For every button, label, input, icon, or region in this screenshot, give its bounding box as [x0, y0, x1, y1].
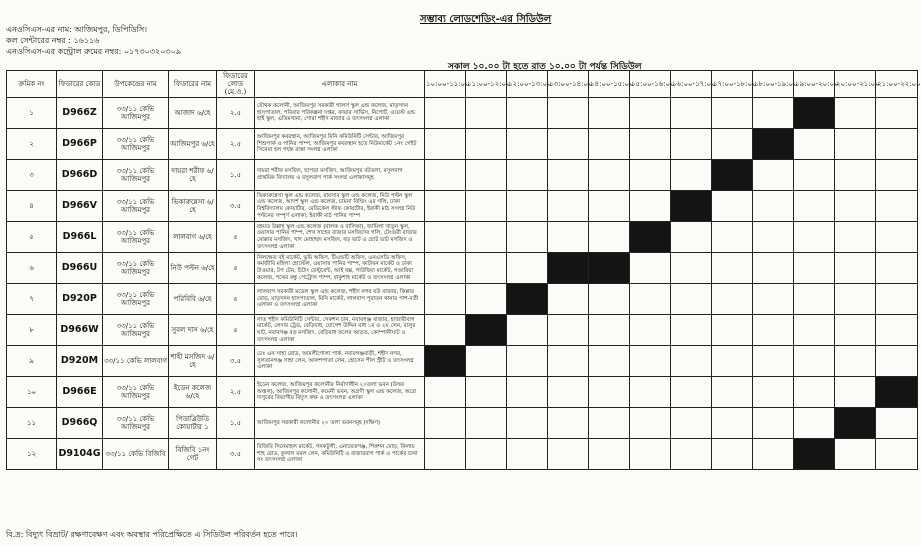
outage-slot-cell — [876, 377, 918, 408]
time-slot-cell — [507, 346, 548, 377]
time-slot-cell — [794, 160, 835, 191]
feeder-code-cell: D966U — [57, 253, 103, 284]
time-slot-cell — [630, 284, 671, 315]
time-slot-cell — [671, 315, 712, 346]
footnote: বি.দ্র: বিদ্যুৎ বিভ্রাট/ রক্ষণাবেক্ষণ এবং অবস্থার পরিপ্রেক্ষিতে এ সিডিউল পরিবর্তন হতে পারে। — [6, 530, 298, 539]
feeder-code-cell: D966Q — [57, 408, 103, 439]
time-slot-cell — [466, 408, 507, 439]
time-slot-cell — [425, 160, 466, 191]
col-time-slot: ১২:০০-১৩:০০ — [507, 71, 548, 98]
col-serial: ক্রমিক নং — [7, 71, 57, 98]
area-cell: আজিমপুর সরকারী কলোনীর ২০ তলা ভবনসমূহ (দক্ষিণ) — [255, 408, 425, 439]
time-slot-cell — [425, 284, 466, 315]
schedule-table — [6, 70, 921, 470]
header-info — [6, 24, 181, 57]
col-load: ফিডারের লোড (মে.ও.) — [217, 71, 255, 98]
time-slot-cell — [507, 377, 548, 408]
serial-cell: ৫ — [7, 222, 57, 253]
time-slot-cell — [507, 160, 548, 191]
col-time-slot: ২০:০০-২১:০০ — [835, 71, 876, 98]
time-slot-cell — [466, 222, 507, 253]
time-slot-cell — [835, 346, 876, 377]
time-slot-cell — [630, 377, 671, 408]
col-time-slot: ১৩:০০-১৪:০০ — [548, 71, 589, 98]
time-slot-cell — [835, 284, 876, 315]
time-slot-cell — [425, 253, 466, 284]
table-row — [7, 129, 918, 160]
time-slot-cell — [753, 315, 794, 346]
time-slot-cell — [507, 439, 548, 470]
time-slot-cell — [794, 253, 835, 284]
outage-slot-cell — [794, 98, 835, 129]
time-slot-cell — [589, 408, 630, 439]
time-slot-cell — [794, 377, 835, 408]
time-slot-cell — [425, 222, 466, 253]
table-row — [7, 160, 918, 191]
time-slot-cell — [794, 408, 835, 439]
load-cell: ২.৫ — [217, 377, 255, 408]
feeder-name-cell: শাহী মসজিদ ৬/হে — [169, 346, 217, 377]
substation-cell: ৩৩/১১ কেভি আজিমপুর — [103, 408, 169, 439]
time-slot-cell — [466, 377, 507, 408]
area-cell: ঢেঃ এন সাহা রোড, আমলীগোলা পার্ক, নবাবগঞ্জবাড়ী, শহীদ নগর, সুলতানগঞ্জ সাহা লেন, আলশপাতা লেন, হোসেন পীল স্ট্রীট ও তৎসংলগ্ন এলাকা — [255, 346, 425, 377]
feeder-name-cell: বিজিবি ১নং গেট — [169, 439, 217, 470]
schedule-rows — [7, 98, 918, 470]
serial-cell: ১১ — [7, 408, 57, 439]
time-slot-cell — [876, 253, 918, 284]
feeder-code-cell: D966P — [57, 129, 103, 160]
time-slot-cell — [671, 253, 712, 284]
feeder-code-cell: D920P — [57, 284, 103, 315]
load-cell: ১.৫ — [217, 160, 255, 191]
time-slot-cell — [712, 98, 753, 129]
col-time-slot: ১৫:০০-১৬:০০ — [630, 71, 671, 98]
time-slot-cell — [548, 439, 589, 470]
time-slot-cell — [466, 284, 507, 315]
time-slot-cell — [876, 284, 918, 315]
time-slot-cell — [507, 253, 548, 284]
col-time-slot: ১৮:০০-১৯:০০ — [753, 71, 794, 98]
outage-slot-cell — [712, 160, 753, 191]
substation-cell: ৩৩/১১ কেভি লালবাগ — [103, 346, 169, 377]
serial-cell: ১ — [7, 98, 57, 129]
time-slot-cell — [671, 98, 712, 129]
table-row — [7, 191, 918, 222]
substation-cell: ৩৩/১১ কেভি আজিমপুর — [103, 253, 169, 284]
substation-cell: ৩৩/১১ কেভি আজিমপুর — [103, 284, 169, 315]
time-slot-cell — [876, 439, 918, 470]
substation-cell: ৩৩/১১ কেভি আজিমপুর — [103, 222, 169, 253]
substation-cell: ৩৩/১১ কেভি আজিমপুর — [103, 129, 169, 160]
time-slot-cell — [507, 408, 548, 439]
col-time-slot: ২১:০০-২২:০০ — [876, 71, 918, 98]
time-slot-cell — [548, 408, 589, 439]
call-center-number: কল সেন্টারের নম্বর : ১৬১১৬ — [6, 36, 100, 45]
feeder-code-cell: D966L — [57, 222, 103, 253]
time-slot-cell — [425, 129, 466, 160]
load-cell: ৫ — [217, 315, 255, 346]
control-room-number: এনওসিএস-এর কন্ট্রোল রুমের নম্বর: ০১৭৩০৩২০৩০৯ — [6, 47, 182, 56]
outage-slot-cell — [835, 408, 876, 439]
time-slot-cell — [876, 129, 918, 160]
time-slot-cell — [425, 191, 466, 222]
area-cell: বিজিবি সিনেমাহল মার্কেট, গনকটুলী, এনায়েতগঞ্জ, শিকশন মোড়, কিলায় শাহ রোড, কুলাল মমল লেন, কমিউনিটি ও রাজারবাগ পার্ক ও পার্কের চানা সং তৎসংলগ্ন এলাকা — [255, 439, 425, 470]
time-slot-cell — [835, 439, 876, 470]
table-row — [7, 377, 918, 408]
feeder-code-cell: D966Z — [57, 98, 103, 129]
time-slot-cell — [466, 129, 507, 160]
time-slot-cell — [671, 408, 712, 439]
time-slot-cell — [794, 284, 835, 315]
area-cell: ভিকারুন্নেসা স্কুল এন্ড কলেজ, রায়সাব স্কুল এন্ড কলেজ, নিউ পল্টন স্কুল এন্ড কলেজ, আদর্শ স্কুল এন্ড কলেজ, চায়না বিল্ডিং এর গলি, ঢাকা বিশ্ববিদ্যালয় কোয়ার্টার, মেডিকেল স্টাফ কোয়ার্টার, ইরাকী মাঠ সংলগ্ন নিউ পল্টনের সম্পূর্ণ এলাকা, ইরাকী মাঠ পানির পাম্প — [255, 191, 425, 222]
time-slot-cell — [671, 160, 712, 191]
feeder-name-cell: নিউ পল্টন ৬/হে — [169, 253, 217, 284]
col-feeder-code: ফিডারের কোড — [57, 71, 103, 98]
outage-slot-cell — [671, 191, 712, 222]
time-slot-cell — [589, 377, 630, 408]
time-slot-cell — [712, 284, 753, 315]
col-time-slot: ১৭:০০-১৮:০০ — [712, 71, 753, 98]
time-slot-cell — [753, 160, 794, 191]
time-slot-cell — [876, 191, 918, 222]
time-slot-cell — [548, 315, 589, 346]
time-slot-cell — [712, 253, 753, 284]
outage-slot-cell — [507, 284, 548, 315]
time-slot-cell — [425, 98, 466, 129]
substation-cell: ৩৩/১১ কেভি আজিমপুর — [103, 377, 169, 408]
substation-cell: ৩৩/১১ কেভি আজিমপুর — [103, 160, 169, 191]
time-slot-cell — [835, 98, 876, 129]
time-slot-cell — [712, 222, 753, 253]
time-slot-cell — [671, 222, 712, 253]
time-slot-cell — [466, 439, 507, 470]
time-slot-cell — [712, 191, 753, 222]
table-row — [7, 284, 918, 315]
table-row — [7, 346, 918, 377]
time-slot-cell — [425, 408, 466, 439]
time-slot-cell — [876, 98, 918, 129]
area-cell: ইডেন কলেজ, আজিমপুর কলোনীর নির্মাণাধীন ২০তলা ভবন (উত্তর অঞ্চল), আজিমপুর কলোনী, কমেনী ভবন, অগ্রণী স্কুল এন্ড কলেজ, অগ্রে দ্যসুরের বিভাগীয় বিদ্যুৎ কক্ষ ও তৎসংলগ্ন এলাকা — [255, 377, 425, 408]
time-slot-cell — [671, 284, 712, 315]
area-cell: নিলক্ষেত বই মার্কেট, ভূমি অফিস, টিএন্ডটি অফিস, এনএসডি অফিস, কর্মজীবি মহিলা হোস্টেল, ওয়াসার পানির পাম্প, কাটাবন মার্কেট ও ঢাকা টাওয়ার, টপ টেন, চিটাং রেস্টুরেন্ট, আই বক্স, গাউছিয়া মার্কেট, গণ্ডারিয়া কলেজ, পথের বন্ধু পেট্রোল পাম্প, বাকুশাহ মার্কেট ও তৎসংলগ্ন এলাকা — [255, 253, 425, 284]
time-slot-cell — [630, 439, 671, 470]
time-slot-cell — [753, 253, 794, 284]
time-slot-cell — [548, 98, 589, 129]
table-row — [7, 315, 918, 346]
time-slot-cell — [835, 315, 876, 346]
feeder-name-cell: দায়রা শরীফ ৬/হে — [169, 160, 217, 191]
col-time-slot: ১১:০০-১২:০০ — [466, 71, 507, 98]
table-row — [7, 253, 918, 284]
substation-cell: ৩৩/১১ কেভি বিজিবি — [103, 439, 169, 470]
time-slot-cell — [548, 222, 589, 253]
time-slot-cell — [548, 129, 589, 160]
time-slot-cell — [589, 284, 630, 315]
feeder-name-cell: আজাদ ৬/হে — [169, 98, 217, 129]
serial-cell: ১০ — [7, 377, 57, 408]
page-title: সম্ভাব্য লোডশেডিং-এর সিডিউল — [420, 14, 552, 25]
time-slot-cell — [589, 191, 630, 222]
feeder-code-cell: D966V — [57, 191, 103, 222]
serial-cell: ৩ — [7, 160, 57, 191]
time-slot-cell — [548, 377, 589, 408]
outage-slot-cell — [794, 439, 835, 470]
time-slot-cell — [630, 315, 671, 346]
time-slot-cell — [712, 315, 753, 346]
time-slot-cell — [589, 315, 630, 346]
col-feeder-name: ফিডারের নাম — [169, 71, 217, 98]
time-slot-cell — [712, 439, 753, 470]
feeder-name-cell: পরিবিবি ৬/হে — [169, 284, 217, 315]
area-cell: রহমত উল্লাহ স্কুল এন্ড কলেজ (বালক ও বালিকা), জামিলা খাতুন স্কুল, ওয়াসার পানির পাম্প, শেখ সাহেব বাজার মসজিদের গলি, টেংগুরী বাজার মোল্লার মসজিদ, খাদ মোহাম্মদ মসজিদ, বড় ভাট ও ছোট ভাট মসজিদ ও তৎসংলগ্ন এলাকা — [255, 222, 425, 253]
time-slot-cell — [753, 439, 794, 470]
noc-name: এনওসিএস-এর নাম: আজিমপুর, ডিপিডিসি। — [6, 25, 148, 34]
time-slot-cell — [835, 253, 876, 284]
time-slot-cell — [466, 98, 507, 129]
time-slot-cell — [753, 191, 794, 222]
area-cell: লালবাগ সরকারী মডেল স্কুল এন্ড কলেজ, শহীদ নগর বউ বাজার, কিল্লার মোড়, মাতৃসদন হাসপাতাল, মিনি মার্কেট, লালবাগ পুরাতন থানার পাশ-বর্তী এলাকা ও তৎসংলগ্ন এলাকা — [255, 284, 425, 315]
outage-slot-cell — [753, 129, 794, 160]
time-slot-cell — [794, 129, 835, 160]
table-row — [7, 439, 918, 470]
time-slot-cell — [753, 222, 794, 253]
time-slot-cell — [548, 346, 589, 377]
serial-cell: ১২ — [7, 439, 57, 470]
time-slot-cell — [507, 222, 548, 253]
load-cell: ৩.৫ — [217, 346, 255, 377]
time-slot-cell — [507, 315, 548, 346]
time-slot-cell — [671, 129, 712, 160]
time-slot-cell — [466, 191, 507, 222]
time-slot-cell — [630, 346, 671, 377]
col-time-slot: ১০:০০-১১:০০ — [425, 71, 466, 98]
time-slot-cell — [548, 191, 589, 222]
time-slot-cell — [466, 160, 507, 191]
time-slot-cell — [425, 439, 466, 470]
time-slot-cell — [671, 346, 712, 377]
time-slot-cell — [548, 160, 589, 191]
table-header-row — [7, 71, 918, 98]
time-slot-cell — [753, 377, 794, 408]
time-slot-cell — [507, 98, 548, 129]
substation-cell: ৩৩/১১ কেভি আজিমপুর — [103, 191, 169, 222]
time-slot-cell — [835, 377, 876, 408]
time-slot-cell — [794, 315, 835, 346]
area-cell: দায়রা শরীফ মসজিদ, ছাপড়া মসজিদ, আজিমপুর বটতলা, রসুলবাগ প্রাথমিক বিদ্যালয় ও রসুলবাগ পার্ক সংলগ্ন এলাকাসমূহ — [255, 160, 425, 191]
time-slot-cell — [753, 284, 794, 315]
outage-slot-cell — [466, 315, 507, 346]
time-slot-cell — [466, 253, 507, 284]
table-row — [7, 222, 918, 253]
feeder-code-cell: D920M — [57, 346, 103, 377]
area-cell: যৌথক কলোনী, আজিমপুর সরকারী গালর্স স্কুল এন্ড কলেজ, মাতৃসদন হাসপাতাল, পরিবার পরিকল্পনা দপ্তর, ফায়ার সার্ভিস, নিপোর্ট, ওয়েস্ট এন্ড হাই স্কুল, এতিমখানা, গোরা শহীদ মাজার ও তৎসংলগ্ন এলাকা — [255, 98, 425, 129]
load-cell: ৩.৫ — [217, 191, 255, 222]
load-cell: ২.৫ — [217, 129, 255, 160]
load-cell: ৫ — [217, 222, 255, 253]
col-area: এলাকার নাম — [255, 71, 425, 98]
time-slot-cell — [712, 346, 753, 377]
col-time-slot: ১৬:০০-১৭:০০ — [671, 71, 712, 98]
serial-cell: ৭ — [7, 284, 57, 315]
time-slot-cell — [466, 346, 507, 377]
time-slot-cell — [753, 346, 794, 377]
time-slot-cell — [630, 129, 671, 160]
feeder-code-cell: D9104G — [57, 439, 103, 470]
area-cell: আজিমপুর কবরস্থান, আজিমপুর মিনি কমিউনিটি সেন্টার, আজিমপুর শিশুপার্ক ও পানির পাম্প, আজিমপুর কবরস্থান হতে নিউমার্কেট ১নং গেইট সিনেমা হল পর্যন্ত রাস্তা সংলগ্ন এলাকা — [255, 129, 425, 160]
feeder-name-cell: পিডাব্লিউডি কোয়ার্টার ১ — [169, 408, 217, 439]
time-slot-cell — [876, 315, 918, 346]
time-slot-cell — [835, 160, 876, 191]
time-slot-cell — [835, 129, 876, 160]
time-slot-cell — [425, 377, 466, 408]
col-substation: উপকেন্দ্রের নাম — [103, 71, 169, 98]
feeder-name-cell: ইডেন কলেজ ৬/হে — [169, 377, 217, 408]
time-slot-cell — [589, 160, 630, 191]
schedule-subtitle: সকাল ১০.০০ টা হতে রাত ১০.০০ টা পর্যন্ত সিডিউল — [448, 62, 642, 72]
time-slot-cell — [876, 346, 918, 377]
outage-slot-cell — [630, 222, 671, 253]
time-slot-cell — [630, 191, 671, 222]
feeder-name-cell: ভিকারুন্নেসা ৬/হে — [169, 191, 217, 222]
serial-cell: ৮ — [7, 315, 57, 346]
outage-slot-cell — [589, 253, 630, 284]
time-slot-cell — [548, 284, 589, 315]
feeder-code-cell: D966E — [57, 377, 103, 408]
time-slot-cell — [630, 408, 671, 439]
col-time-slot: ১৯:০০-২০:০০ — [794, 71, 835, 98]
outage-slot-cell — [548, 253, 589, 284]
time-slot-cell — [876, 160, 918, 191]
serial-cell: ৯ — [7, 346, 57, 377]
load-cell: ২.৫ — [217, 98, 255, 129]
serial-cell: ৪ — [7, 191, 57, 222]
time-slot-cell — [794, 191, 835, 222]
time-slot-cell — [753, 408, 794, 439]
time-slot-cell — [589, 346, 630, 377]
time-slot-cell — [712, 377, 753, 408]
substation-cell: ৩৩/১১ কেভি আজিমপুর — [103, 315, 169, 346]
load-cell: ৩.৫ — [217, 439, 255, 470]
time-slot-cell — [507, 129, 548, 160]
col-time-slot: ১৪:০০-১৫:০০ — [589, 71, 630, 98]
serial-cell: ৬ — [7, 253, 57, 284]
time-slot-cell — [712, 408, 753, 439]
load-cell: ১.৫ — [217, 408, 255, 439]
time-slot-cell — [835, 191, 876, 222]
time-slot-cell — [630, 160, 671, 191]
time-slot-cell — [712, 129, 753, 160]
serial-cell: ২ — [7, 129, 57, 160]
time-slot-cell — [794, 222, 835, 253]
table-row — [7, 408, 918, 439]
time-slot-cell — [425, 315, 466, 346]
time-slot-cell — [876, 222, 918, 253]
time-slot-cell — [589, 222, 630, 253]
time-slot-cell — [794, 346, 835, 377]
time-slot-cell — [589, 129, 630, 160]
feeder-name-cell: লালবাগ ৬/হে — [169, 222, 217, 253]
time-slot-cell — [507, 191, 548, 222]
table-row — [7, 98, 918, 129]
time-slot-cell — [630, 98, 671, 129]
time-slot-cell — [671, 377, 712, 408]
feeder-name-cell: আজিমপুর ৬/হে — [169, 129, 217, 160]
time-slot-cell — [835, 222, 876, 253]
feeder-name-cell: সুবল দাস ৬/হে — [169, 315, 217, 346]
load-cell: ৫ — [217, 253, 255, 284]
load-cell: ৫ — [217, 284, 255, 315]
outage-slot-cell — [425, 346, 466, 377]
substation-cell: ৩৩/১১ কেভি আজিমপুর — [103, 98, 169, 129]
time-slot-cell — [876, 408, 918, 439]
time-slot-cell — [630, 253, 671, 284]
time-slot-cell — [589, 98, 630, 129]
time-slot-cell — [589, 439, 630, 470]
feeder-code-cell: D966D — [57, 160, 103, 191]
feeder-code-cell: D966W — [57, 315, 103, 346]
area-cell: সাত শহীদ কমিউনিটি সেন্টার, সেকশন চান, নবাবগঞ্জ বাজার, হাজারীবাগ মার্কেট, লেদার ট্রেড, বেড়িবাধ, যোগেশ উদ্দিন বাধ ১ম ও ২য় লেন, বালুর ঘাট, নবাবগঞ্জ বড় মসজিদ, বেড়িবাধ ফলের আড়ত, কোম্পানীঘাট ও তৎসংলগ্ন এলাকা — [255, 315, 425, 346]
time-slot-cell — [753, 98, 794, 129]
time-slot-cell — [671, 439, 712, 470]
